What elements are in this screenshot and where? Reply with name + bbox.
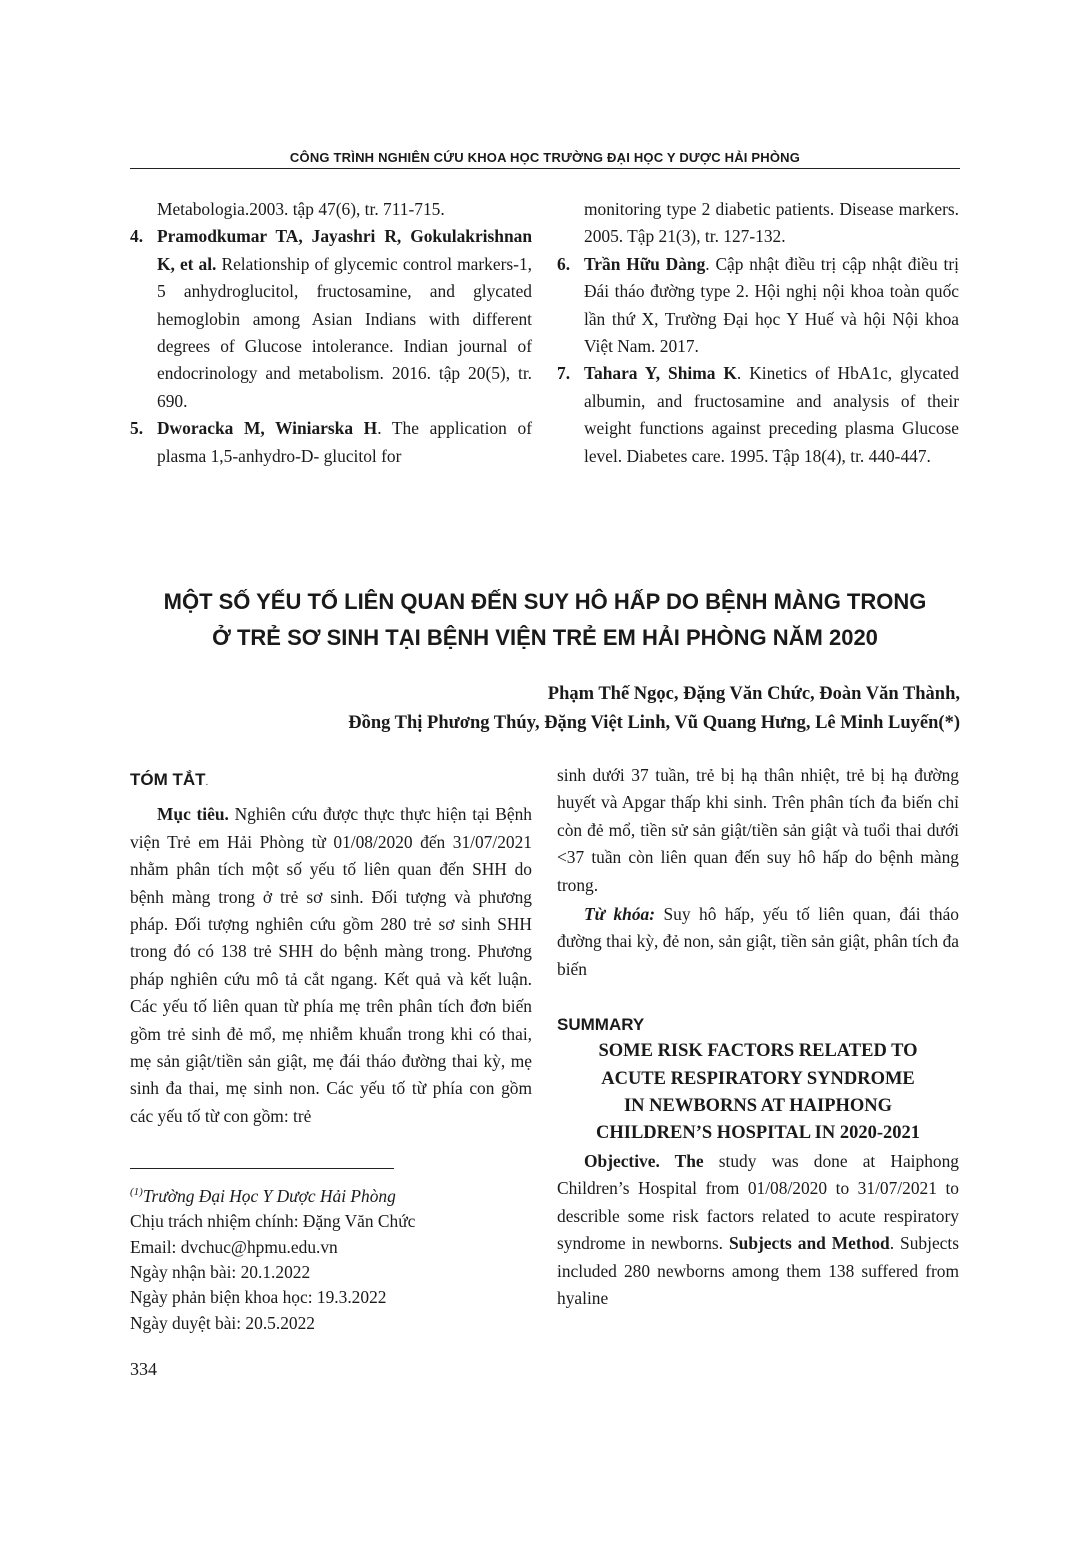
reference-item-5 xyxy=(130,415,532,470)
reference-continuation: Metabologia.2003. tập 47(6), tr. 711-715. xyxy=(157,199,445,219)
summary-subjects-label: Subjects and Method xyxy=(728,1233,890,1254)
objective-label: Mục tiêu. xyxy=(157,804,229,825)
reference-item-4 xyxy=(130,223,532,415)
footnote-affiliation xyxy=(130,1180,415,1209)
reference-number: 7. xyxy=(557,363,571,384)
summary-title-line: SOME RISK FACTORS RELATED TO xyxy=(598,1041,918,1062)
keywords xyxy=(557,901,959,983)
references-left-column xyxy=(130,196,532,470)
abstract-text: Nghiên cứu được thực thực hiện tại Bệnh viện Trẻ em Hải Phòng từ 01/08/2020 đến 31/07/2021 nhằm phân tích một số yếu tố liên quan đến SHH do bệnh màng trong ở trẻ sơ sinh. Đối tượng và phương pháp. Đối tượng nghiên cứu gồm 280 trẻ sơ sinh SHH trong đó có 138 trẻ SHH do bệnh màng trong. Phương pháp nghiên cứu mô tả cắt ngang. Kết quả và kết luận. Các yếu tố liên quan từ phía mẹ trên phân tích đơn biến gồm trẻ sinh đẻ mổ, mẹ nhiễm khuẩn trong khi có thai, mẹ sản giật/tiền sản giật, mẹ đái tháo đường thai kỳ, mẹ sinh đa thai, mẹ sinh non. Các yếu tố từ phía con gồm các yếu tố từ con gồm: trẻ xyxy=(130,804,532,1126)
reference-text: Relationship of glycemic control markers-1, 5 anhydroglucitol, fructosamine, and glycated hemoglobin among Asian Indians with different degrees of Glucose intolerance. Indian journal of endocrinology and metabolism. 2016. tập 20(5), tr. 690. xyxy=(157,253,532,411)
reference-item-6 xyxy=(557,251,959,361)
summary-title-line: CHILDREN’S HOSPITAL IN 2020-2021 xyxy=(596,1123,920,1144)
footnote-accepted: Ngày duyệt bài: 20.5.2022 xyxy=(130,1312,315,1333)
summary-objective-label: Objective. The xyxy=(584,1150,704,1171)
summary-title-line: IN NEWBORNS AT HAIPHONG xyxy=(623,1096,893,1117)
footnote-marker: (1) xyxy=(130,1186,143,1198)
abstract-heading-text: TÓM TẮT xyxy=(130,770,206,789)
abstract-right-column xyxy=(557,762,959,1312)
abstract-left-column xyxy=(130,766,532,1130)
footnote-received: Ngày nhận bài: 20.1.2022 xyxy=(130,1262,311,1283)
abstract-continuation: sinh dưới 37 tuần, trẻ bị hạ thân nhiệt, trẻ bị hạ đường huyết và Apgar thấp khi sinh. Trên phân tích đa biến chỉ còn đẻ mổ, tiền sử sản giật/tiền sản giật và tuổi thai dưới <37 tuần còn liên quan đến suy hô hấp do bệnh màng trong. xyxy=(557,765,959,895)
author-list xyxy=(348,680,960,738)
reference-number: 4. xyxy=(130,226,144,247)
reference-continuation: monitoring type 2 diabetic patients. Disease markers. 2005. Tập 21(3), tr. 127-132. xyxy=(584,199,959,247)
article-title xyxy=(100,584,990,656)
abstract-paragraph xyxy=(130,801,532,1130)
footnote-rule xyxy=(130,1168,394,1169)
reference-authors: Trần Hữu Dàng xyxy=(584,253,706,274)
abstract-heading xyxy=(130,766,532,796)
author-line: Đồng Thị Phương Thúy, Đặng Việt Linh, Vũ Quang Hưng, Lê Minh Luyến(*) xyxy=(348,713,960,733)
footnote-email: Email: dvchuc@hpmu.edu.vn xyxy=(130,1236,338,1257)
reference-text: . The application of plasma 1,5-anhydro-D- glucitol for xyxy=(157,418,532,466)
reference-text: . Kinetics of HbA1c, glycated albumin, and fructosamine and analysis of their weight functions against preceding plasma Glucose level. Diabetes care. 1995. Tập 18(4), tr. 440-447. xyxy=(584,363,959,466)
affiliation-text: Trường Đại Học Y Dược Hải Phòng xyxy=(142,1185,396,1206)
summary-text: study was done at Haiphong Children’s Hospital from 01/08/2020 to 31/07/2021 to describle some risk factors related to acute respiratory syndrome in newborns. xyxy=(557,1150,959,1254)
reference-authors: Tahara Y, Shima K xyxy=(584,363,737,384)
keywords-text: Suy hô hấp, yếu tố liên quan, đái tháo đường thai kỳ, đẻ non, sản giật, tiền sản giật, phân tích đa biến xyxy=(557,904,959,979)
summary-paragraph xyxy=(557,1148,959,1312)
header-rule xyxy=(130,168,960,169)
summary-heading: SUMMARY xyxy=(557,1015,645,1035)
article-title-line: MỘT SỐ YẾU TỐ LIÊN QUAN ĐẾN SUY HÔ HẤP DO BỆNH MÀNG TRONG xyxy=(163,589,927,614)
author-line: Phạm Thế Ngọc, Đặng Văn Chức, Đoàn Văn Thành, xyxy=(547,684,960,704)
summary-title-line: ACUTE RESPIRATORY SYNDROME xyxy=(601,1068,915,1089)
footnotes xyxy=(130,1180,415,1336)
keywords-label: Từ khóa: xyxy=(584,904,656,925)
summary-text: . Subjects included 280 newborns among them 138 suffered from hyaline xyxy=(557,1233,959,1308)
reference-authors: Dworacka M, Winiarska H xyxy=(157,418,378,439)
footnote-reviewed: Ngày phản biện khoa học: 19.3.2022 xyxy=(130,1287,387,1308)
footnote-responsible: Chịu trách nhiệm chính: Đặng Văn Chức xyxy=(130,1211,416,1232)
page-number: 334 xyxy=(130,1359,157,1379)
reference-item-7 xyxy=(557,360,959,470)
running-header: CÔNG TRÌNH NGHIÊN CỨU KHOA HỌC TRƯỜNG ĐẠI HỌC Y DƯỢC HẢI PHÒNG xyxy=(289,150,801,165)
reference-number: 5. xyxy=(130,418,144,439)
references-right-column xyxy=(557,196,959,470)
reference-text: . Cập nhật điều trị cập nhật điều trị Đái tháo đường type 2. Hội nghị nội khoa toàn quốc lần thứ X, Trường Đại học Y Huế và hội Nội khoa Việt Nam. 2017. xyxy=(584,253,959,357)
reference-number: 6. xyxy=(557,253,571,274)
abstract-heading-mark: . xyxy=(205,777,209,788)
article-title-line: Ở TRẺ SƠ SINH TẠI BỆNH VIỆN TRẺ EM HẢI PHÒNG NĂM 2020 xyxy=(212,625,878,650)
reference-authors: Pramodkumar TA, Jayashri R, Gokulakrishnan K, et al. xyxy=(157,226,532,274)
